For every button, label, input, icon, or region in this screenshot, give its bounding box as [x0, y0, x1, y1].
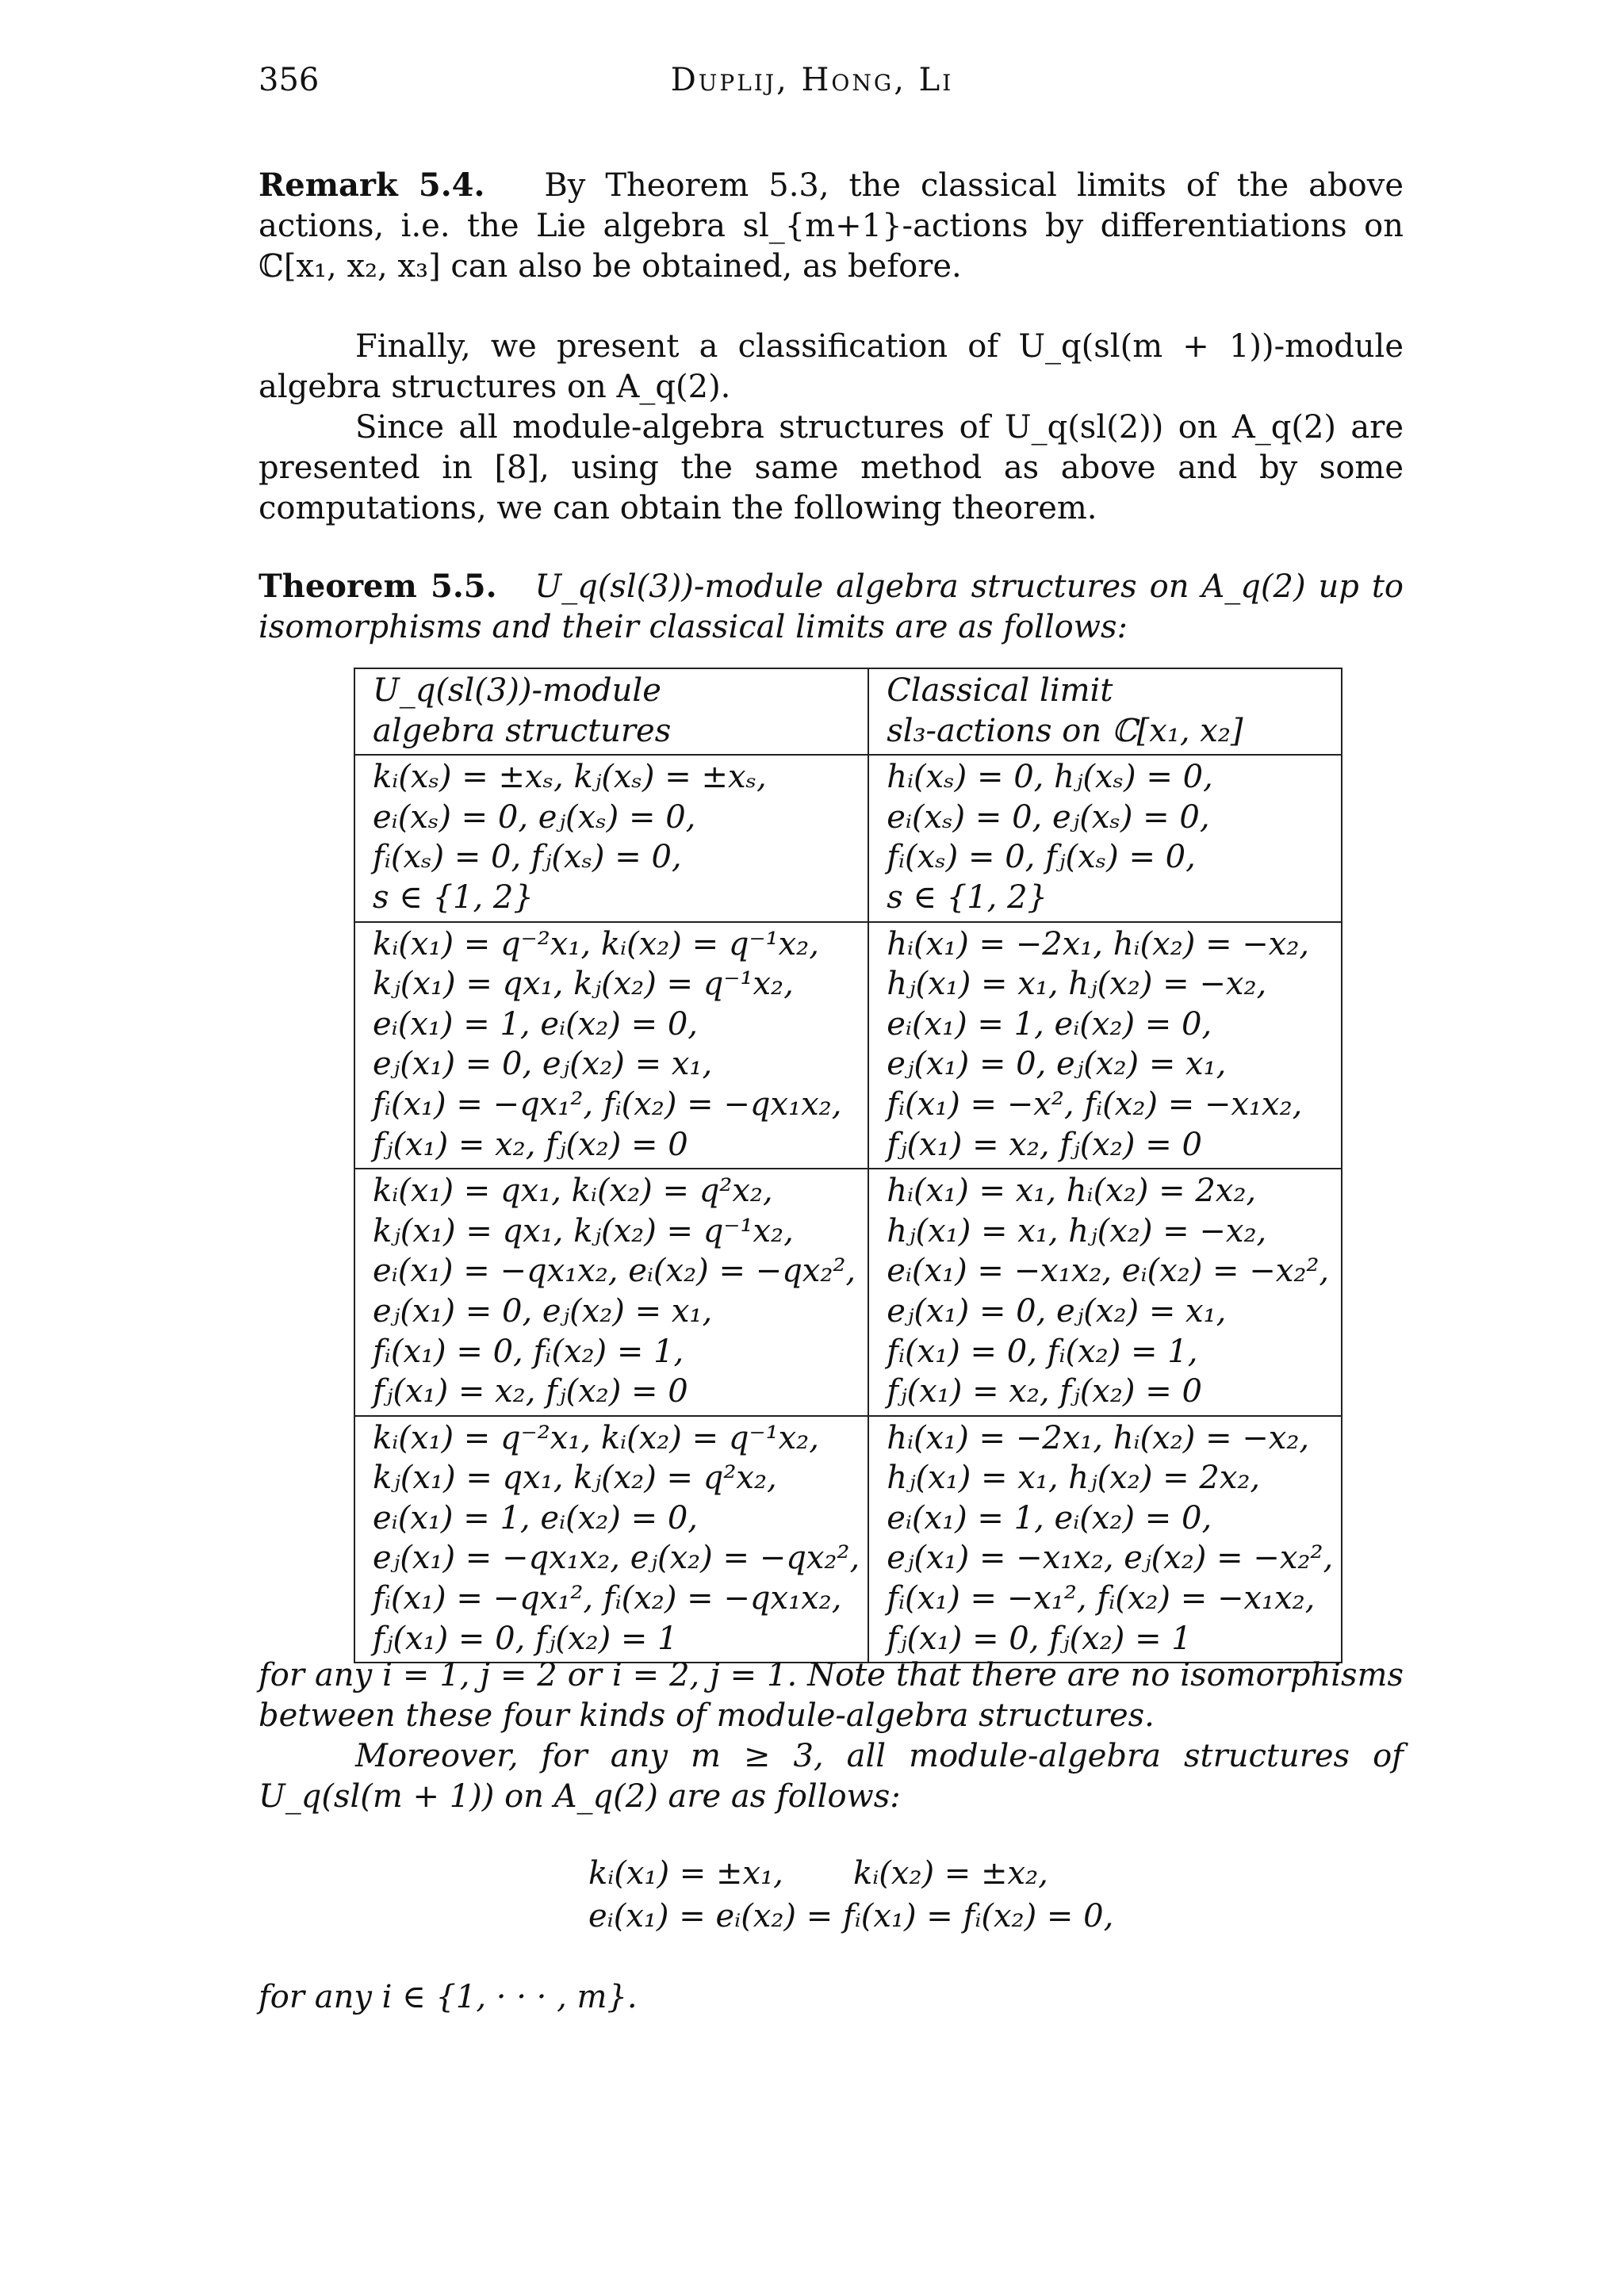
theorem-paragraph	[259, 566, 1404, 648]
running-header-authors: Duplij, Hong, Li	[670, 62, 954, 98]
paragraph-after-table: for any i = 1, j = 2 or i = 2, j = 1. Note that there are no isomorphisms between these four kinds of module-algebra structures.	[259, 1657, 1404, 1734]
display-eq-line1-right: kᵢ(x₂) = ±x₂,	[853, 1855, 1048, 1892]
table-cell: kᵢ(x₁) = q⁻²x₁, kᵢ(x₂) = q⁻¹x₂, kⱼ(x₁) = qx₁, kⱼ(x₂) = q²x₂, eᵢ(x₁) = 1, eᵢ(x₂) = 0, eⱼ(x₁) = −qx₁x₂, eⱼ(x₂) = −qx₂², fᵢ(x₁) = −qx₁², fᵢ(x₂) = −qx₁x₂, fⱼ(x₁) = 0, fⱼ(x₂) = 1	[354, 1416, 868, 1663]
paragraph-moreover: Moreover, for any m ≥ 3, all module-algebra structures of U_q(sl(m + 1)) on A_q(2) are as follows:	[259, 1738, 1404, 1815]
theorem-table	[354, 668, 1342, 1663]
display-eq-line2: eᵢ(x₁) = eᵢ(x₂) = fᵢ(x₁) = fᵢ(x₂) = 0,	[588, 1898, 1114, 1934]
table-cell: hᵢ(x₁) = x₁, hᵢ(x₂) = 2x₂, hⱼ(x₁) = x₁, hⱼ(x₂) = −x₂, eᵢ(x₁) = −x₁x₂, eᵢ(x₂) = −x₂², eⱼ(x₁) = 0, eⱼ(x₂) = x₁, fᵢ(x₁) = 0, fᵢ(x₂) = 1, fⱼ(x₁) = x₂, fⱼ(x₂) = 0	[868, 1169, 1342, 1416]
table-header-row	[354, 668, 1342, 755]
display-eq-line1-left: kᵢ(x₁) = ±x₁,	[588, 1855, 783, 1892]
table-cell: hᵢ(x₁) = −2x₁, hᵢ(x₂) = −x₂, hⱼ(x₁) = x₁, hⱼ(x₂) = −x₂, eᵢ(x₁) = 1, eᵢ(x₂) = 0, eⱼ(x₁) = 0, eⱼ(x₂) = x₁, fᵢ(x₁) = −x², fᵢ(x₂) = −x₁x₂, fⱼ(x₁) = x₂, fⱼ(x₂) = 0	[868, 922, 1342, 1169]
paragraph-finally: Finally, we present a classification of U_q(sl(m + 1))-module algebra structures on A_q(2).	[259, 328, 1404, 405]
paragraph-closing: for any i ∈ {1, · · · , m}.	[259, 1979, 638, 2015]
page-number: 356	[259, 62, 320, 98]
remark-label: Remark 5.4.	[259, 166, 485, 204]
table-row	[354, 922, 1342, 1169]
table-cell: kᵢ(x₁) = q⁻²x₁, kᵢ(x₂) = q⁻¹x₂, kⱼ(x₁) = qx₁, kⱼ(x₂) = q⁻¹x₂, eᵢ(x₁) = 1, eᵢ(x₂) = 0, eⱼ(x₁) = 0, eⱼ(x₂) = x₁, fᵢ(x₁) = −qx₁², fᵢ(x₂) = −qx₁x₂, fⱼ(x₁) = x₂, fⱼ(x₂) = 0	[354, 922, 868, 1169]
theorem-label: Theorem 5.5.	[259, 568, 497, 605]
theorem-text: U_q(sl(3))-module algebra structures on A_q(2) up to isomorphisms and their classical limits are as follows:	[259, 568, 1404, 645]
paragraph-since: Since all module-algebra structures of U_q(sl(2)) on A_q(2) are presented in [8], using the same method as above and by some computations, we can obtain the following theorem.	[259, 409, 1404, 526]
table-row	[354, 755, 1342, 921]
header-cell-structures: U_q(sl(3))-module algebra structures	[354, 668, 868, 755]
remark-paragraph	[259, 165, 1404, 287]
table-cell: kᵢ(x₁) = qx₁, kᵢ(x₂) = q²x₂, kⱼ(x₁) = qx₁, kⱼ(x₂) = q⁻¹x₂, eᵢ(x₁) = −qx₁x₂, eᵢ(x₂) = −qx₂², eⱼ(x₁) = 0, eⱼ(x₂) = x₁, fᵢ(x₁) = 0, fᵢ(x₂) = 1, fⱼ(x₁) = x₂, fⱼ(x₂) = 0	[354, 1169, 868, 1416]
table-row	[354, 1416, 1342, 1663]
table-row	[354, 1169, 1342, 1416]
table-cell: hᵢ(x₁) = −2x₁, hᵢ(x₂) = −x₂, hⱼ(x₁) = x₁, hⱼ(x₂) = 2x₂, eᵢ(x₁) = 1, eᵢ(x₂) = 0, eⱼ(x₁) = −x₁x₂, eⱼ(x₂) = −x₂², fᵢ(x₁) = −x₁², fᵢ(x₂) = −x₁x₂, fⱼ(x₁) = 0, fⱼ(x₂) = 1	[868, 1416, 1342, 1663]
header-cell-classical-limit: Classical limit sl₃-actions on ℂ[x₁, x₂]	[868, 668, 1342, 755]
remark-text: By Theorem 5.3, the classical limits of the above actions, i.e. the Lie algebra sl_{m+1}-actions by differentiations on ℂ[x₁, x₂, x₃] can also be obtained, as before.	[259, 167, 1404, 285]
table-cell: hᵢ(xₛ) = 0, hⱼ(xₛ) = 0, eᵢ(xₛ) = 0, eⱼ(xₛ) = 0, fᵢ(xₛ) = 0, fⱼ(xₛ) = 0, s ∈ {1, 2}	[868, 755, 1342, 921]
table-cell: kᵢ(xₛ) = ±xₛ, kⱼ(xₛ) = ±xₛ, eᵢ(xₛ) = 0, eⱼ(xₛ) = 0, fᵢ(xₛ) = 0, fⱼ(xₛ) = 0, s ∈ {1, 2}	[354, 755, 868, 921]
